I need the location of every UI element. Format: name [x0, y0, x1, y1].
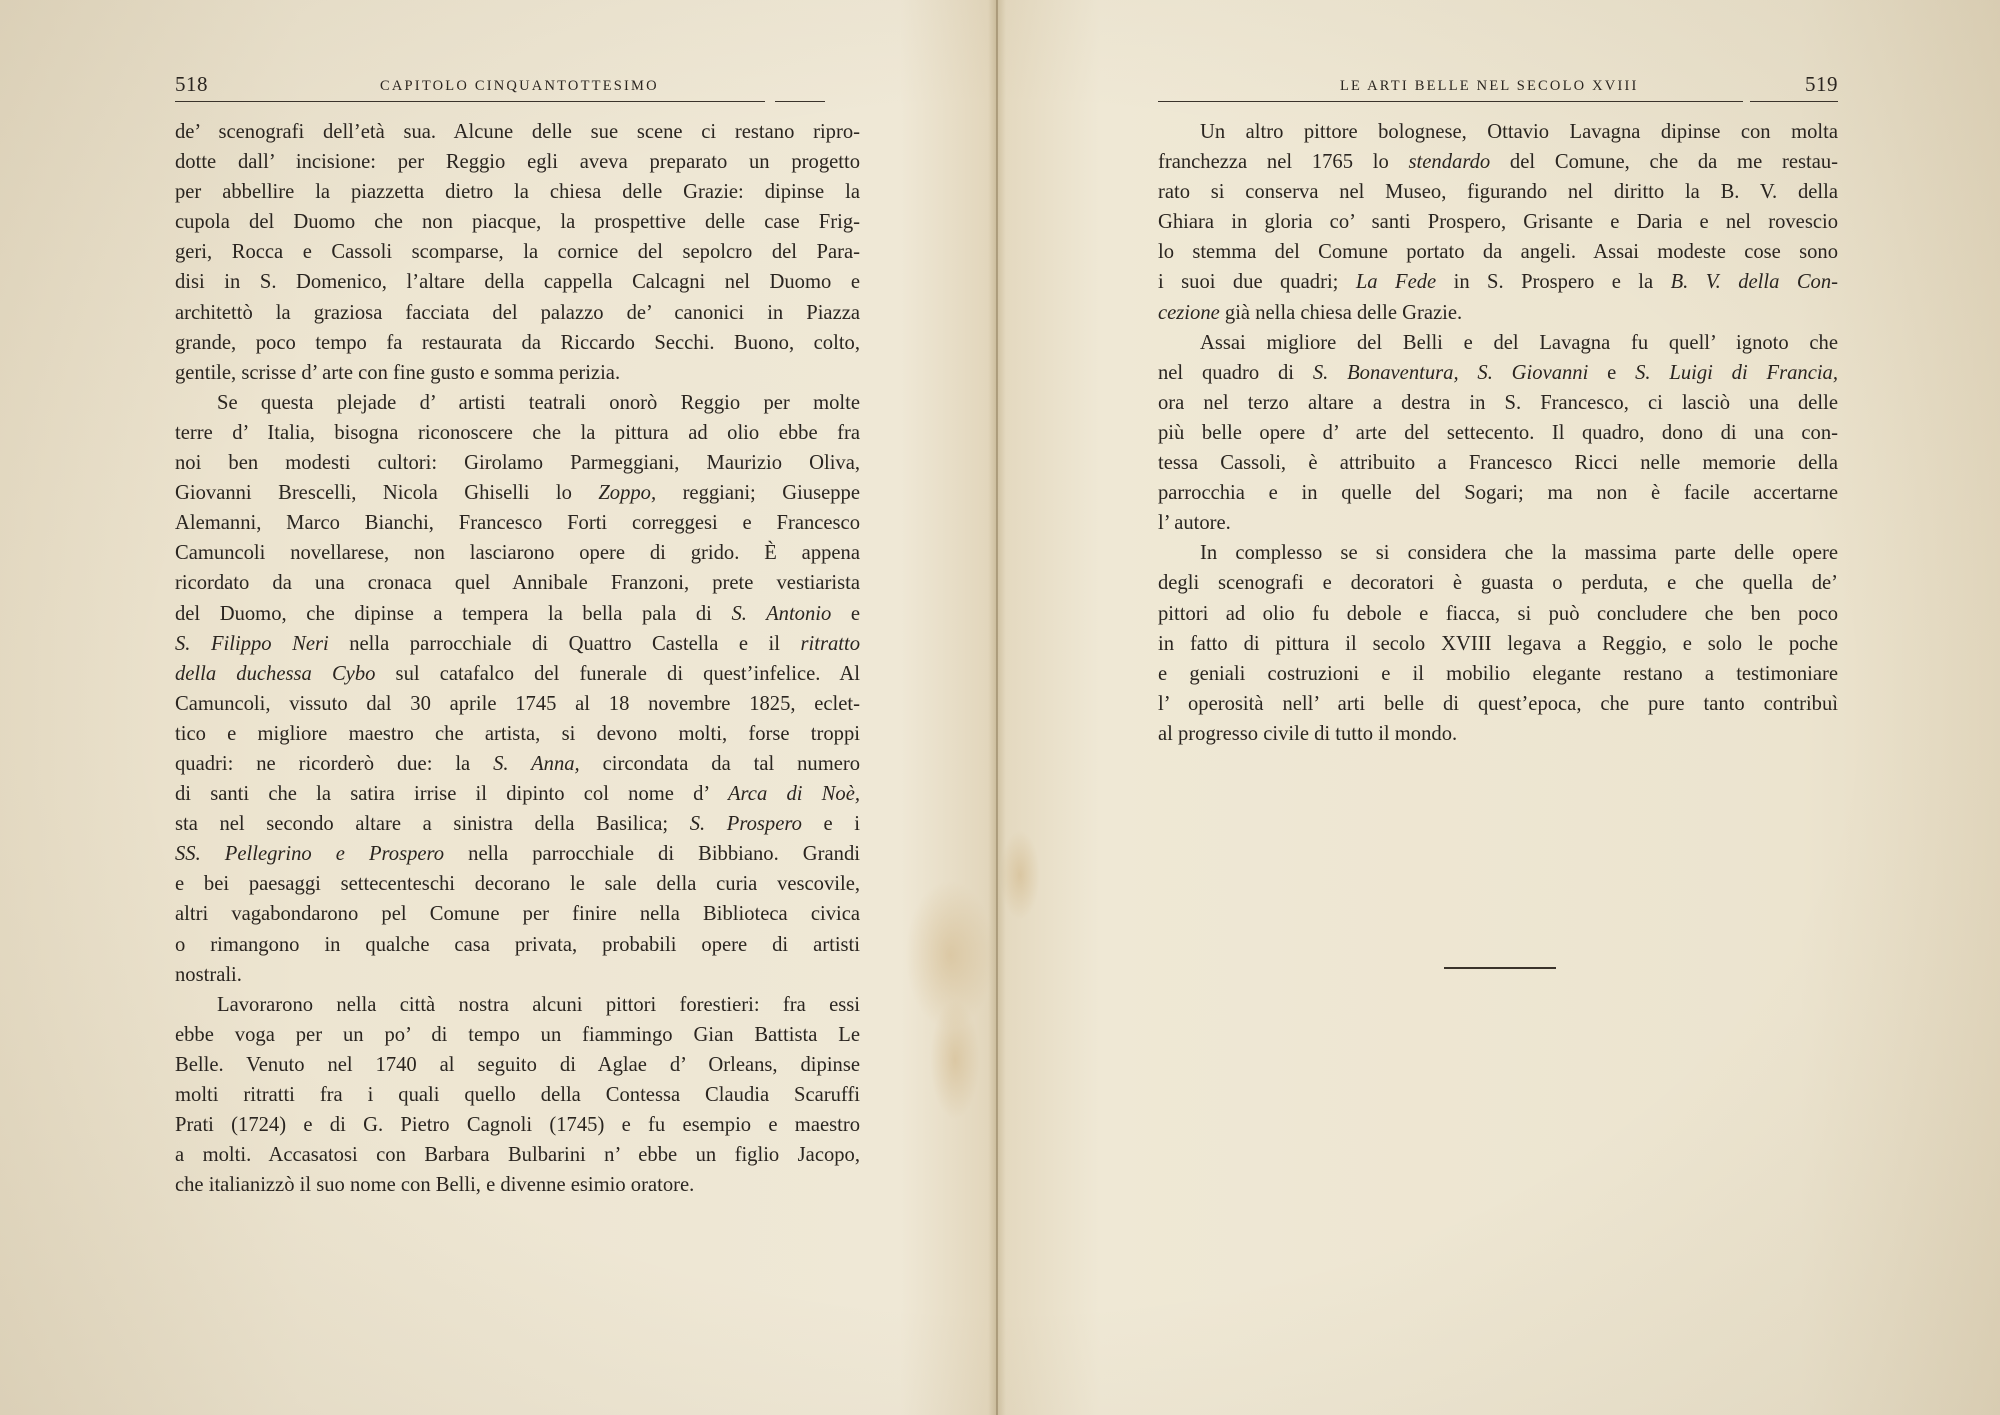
- text-line: noi ben modesti cultori: Girolamo Parmeggiani, Maurizio Oliva,: [175, 452, 860, 475]
- text-line: cupola del Duomo che non piacque, la prospettive delle case Frig-: [175, 211, 860, 234]
- paragraph: [1158, 328, 1838, 539]
- text-line: nostrali.: [175, 963, 242, 986]
- text-line: terre d’ Italia, bisogna riconoscere che la pittura ad olio ebbe fra: [175, 421, 860, 444]
- text-line: che italianizzò il suo nome con Belli, e divenne esimio oratore.: [175, 1174, 695, 1197]
- text-line: S. Filippo Neri nella parrocchiale di Quattro Castella e il ritratto: [175, 632, 860, 655]
- paragraph: [1158, 538, 1838, 749]
- text-line: gentile, scrisse d’ arte con fine gusto e somma perizia.: [175, 361, 621, 384]
- text-line: architettò la graziosa facciata del palazzo de’ canonici in Piazza: [175, 301, 860, 324]
- left-running-head: [175, 72, 860, 102]
- header-rule: [1158, 101, 1743, 102]
- text-line: quadri: ne ricorderò due: la S. Anna, circondata da tal numero: [175, 752, 861, 775]
- text-line: In complesso se si considera che la massima parte delle opere: [1200, 542, 1838, 565]
- running-title: CAPITOLO CINQUANTOTTESIMO: [380, 78, 659, 94]
- right-body-text: [1158, 117, 1838, 749]
- end-rule: [1444, 967, 1556, 969]
- text-line: dotte dall’ incisione: per Reggio egli aveva preparato un progetto: [175, 151, 860, 174]
- right-page: [1158, 0, 1838, 1415]
- text-line: ricordato da una cronaca quel Annibale Franzoni, prete vestiarista: [175, 572, 860, 595]
- paragraph: [1158, 117, 1838, 328]
- text-line: Camuncoli novellarese, non lasciarono opere di grido. È appena: [175, 542, 860, 565]
- text-line: pittori ad olio fu debole e fiacca, si può concludere che ben poco: [1158, 602, 1838, 625]
- text-line: tico e migliore maestro che artista, si devono molti, forse troppi: [175, 722, 860, 745]
- text-line: Lavorarono nella città nostra alcuni pittori forestieri: fra essi: [217, 993, 860, 1016]
- running-title: LE ARTI BELLE NEL SECOLO XVIII: [1340, 78, 1639, 94]
- text-line: di santi che la satira irrise il dipinto col nome d’ Arca di Noè,: [175, 783, 861, 806]
- text-line: Prati (1724) e di G. Pietro Cagnoli (1745) e fu esempio e maestro: [175, 1114, 860, 1137]
- left-page: [175, 0, 860, 1415]
- text-line: ebbe voga per un po’ di tempo un fiammingo Gian Battista Le: [175, 1023, 860, 1046]
- text-line: a molti. Accasatosi con Barbara Bulbarini n’ ebbe un figlio Jacopo,: [175, 1144, 860, 1167]
- text-line: lo stemma del Comune portato da angeli. Assai modeste cose sono: [1158, 241, 1838, 264]
- header-rule: [1750, 101, 1838, 102]
- text-line: nel quadro di S. Bonaventura, S. Giovanni e S. Luigi di Francia,: [1158, 361, 1839, 384]
- text-line: più belle opere d’ arte del settecento. Il quadro, dono di una con-: [1158, 421, 1838, 444]
- text-line: i suoi due quadri; La Fede in S. Prospero e la B. V. della Con-: [1158, 271, 1839, 294]
- text-line: disi in S. Domenico, l’altare della cappella Calcagni nel Duomo e: [175, 271, 860, 294]
- text-line: geri, Rocca e Cassoli scomparse, la cornice del sepolcro del Para-: [175, 241, 860, 264]
- text-line: grande, poco tempo fa restaurata da Riccardo Secchi. Buono, colto,: [175, 331, 860, 354]
- text-line: al progresso civile di tutto il mondo.: [1158, 722, 1458, 745]
- right-running-head: [1158, 72, 1838, 102]
- text-line: tessa Cassoli, è attribuito a Francesco Ricci nelle memorie della: [1158, 452, 1838, 475]
- text-line: in fatto di pittura il secolo XVIII legava a Reggio, e solo le poche: [1158, 632, 1838, 655]
- text-line: Alemanni, Marco Bianchi, Francesco Forti correggesi e Francesco: [175, 512, 860, 535]
- text-line: degli scenografi e decoratori è guasta o perduta, e che quella de’: [1158, 572, 1838, 595]
- text-line: del Duomo, che dipinse a tempera la bella pala di S. Antonio e: [175, 602, 860, 625]
- text-line: Un altro pittore bolognese, Ottavio Lavagna dipinse con molta: [1200, 121, 1838, 143]
- page-number: 519: [1805, 72, 1838, 96]
- text-line: della duchessa Cybo sul catafalco del funerale di quest’infelice. Al: [175, 662, 860, 685]
- text-line: parrocchia e in quelle del Sogari; ma non è facile accertarne: [1158, 482, 1838, 505]
- text-line: rato si conserva nel Museo, figurando nel diritto la B. V. della: [1158, 181, 1838, 204]
- header-rule: [775, 101, 825, 102]
- text-line: de’ scenografi dell’età sua. Alcune delle sue scene ci restano ripro-: [175, 121, 860, 143]
- paper-stain: [930, 1000, 980, 1120]
- header-rule: [175, 101, 765, 102]
- text-line: cezione già nella chiesa delle Grazie.: [1158, 301, 1463, 324]
- text-line: Giovanni Brescelli, Nicola Ghiselli lo Zoppo, reggiani; Giuseppe: [175, 482, 860, 505]
- book-gutter: [996, 0, 998, 1415]
- text-line: Se questa plejade d’ artisti teatrali onorò Reggio per molte: [217, 391, 860, 414]
- text-line: franchezza nel 1765 lo stendardo del Comune, che da me restau-: [1158, 151, 1838, 174]
- text-line: o rimangono in qualche casa privata, probabili opere di artisti: [175, 933, 860, 956]
- text-line: sta nel secondo altare a sinistra della Basilica; S. Prospero e i: [175, 813, 860, 836]
- text-line: SS. Pellegrino e Prospero nella parrocchiale di Bibbiano. Grandi: [175, 843, 860, 866]
- text-line: altri vagabondarono pel Comune per finire nella Biblioteca civica: [175, 903, 860, 926]
- page-number: 518: [175, 72, 208, 96]
- text-line: ora nel terzo altare a destra in S. Francesco, ci lasciò una delle: [1158, 391, 1838, 414]
- text-line: e geniali costruzioni e il mobilio elegante restano a testimoniare: [1158, 662, 1838, 685]
- paragraph: [175, 990, 860, 1201]
- paper-stain: [1000, 830, 1040, 920]
- text-line: per abbellire la piazzetta dietro la chiesa delle Grazie: dipinse la: [175, 181, 860, 204]
- text-line: Belle. Venuto nel 1740 al seguito di Aglae d’ Orleans, dipinse: [175, 1053, 860, 1076]
- text-line: molti ritratti fra i quali quello della Contessa Claudia Scaruffi: [175, 1084, 860, 1106]
- text-line: Camuncoli, vissuto dal 30 aprile 1745 al 18 novembre 1825, eclet-: [175, 692, 860, 715]
- paragraph: [175, 388, 860, 990]
- left-body-text: [175, 117, 860, 1200]
- text-line: Ghiara in gloria co’ santi Prospero, Grisante e Daria e nel rovescio: [1158, 211, 1838, 234]
- paragraph: [175, 117, 860, 388]
- text-line: Assai migliore del Belli e del Lavagna fu quell’ ignoto che: [1200, 331, 1838, 354]
- text-line: l’ operosità nell’ arti belle di quest’epoca, che pure tanto contribuì: [1158, 692, 1838, 715]
- text-line: l’ autore.: [1158, 512, 1231, 535]
- text-line: e bei paesaggi settecenteschi decorano le sale della curia vescovile,: [175, 873, 860, 896]
